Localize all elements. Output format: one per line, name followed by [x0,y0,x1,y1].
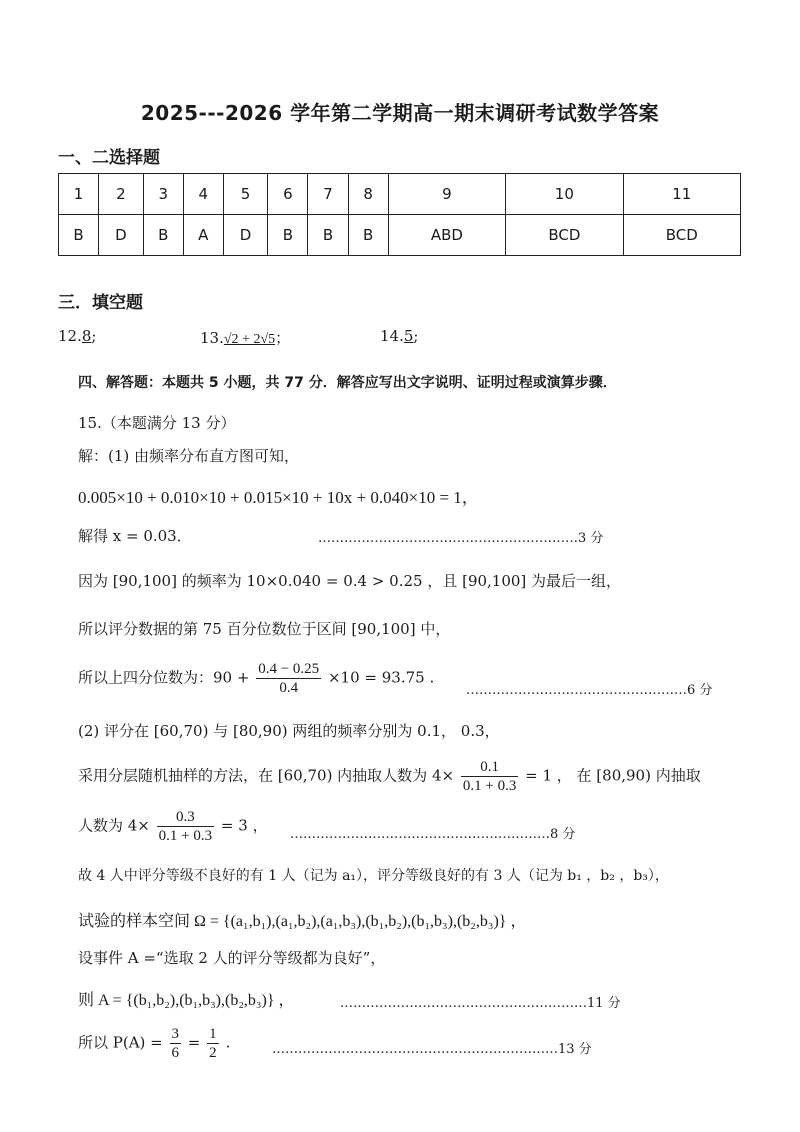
equals-sign: = [187,1033,201,1052]
table-cell-question-number: 1 [59,174,99,215]
q15-line-8 [78,758,701,795]
table-cell-question-number: 4 [183,174,223,215]
table-cell-question-number: 10 [506,174,623,215]
fraction-quartile [256,660,321,697]
q15-line-10: 故 4 人中评分等级不良好的有 1 人（记为 a₁），评分等级良好的有 3 人（记为 b₁ ，b₂ ，b₃）， [78,868,669,884]
q15-line-9-pre: 人数为 4× [78,816,150,835]
q15-equation-1: 0.005×10 + 0.010×10 + 0.015×10 + 10x + 0.040×10 = 1， [78,488,479,507]
table-cell-question-number: 9 [388,174,506,215]
q15-line-14-pre: 所以 P(A) = [78,1033,163,1052]
fraction-one-half [207,1025,219,1062]
table-header-row [59,174,741,215]
fill-answer-12 [58,327,96,345]
score-mark-11: …………………………………………………11 分 [340,996,621,1011]
table-cell-answer: BCD [623,215,740,256]
q15-line-8-post: = 1 ， 在 [80,90) 内抽取 [525,766,701,785]
score-mark-8: ……………………………………………………8 分 [290,827,576,842]
q15-line-14 [78,1025,230,1062]
fraction-denominator: 0.4 [279,680,299,696]
table-cell-question-number: 5 [223,174,268,215]
fraction-numerator: 0.4 − 0.25 [258,661,320,677]
q15-event-a: 则 A = {(b₁,b₂),(b₁,b₃),(b₂,b₃)} ， [78,992,295,1009]
fraction-numerator: 1 [209,1026,217,1042]
fraction-sample-1 [461,758,518,795]
q15-line-6-post: ×10 = 93.75 . [327,668,435,687]
q12-number: 12. [58,327,82,345]
table-cell-answer: D [99,215,144,256]
table-cell-answer: B [59,215,99,256]
fraction-denominator: 2 [209,1045,217,1061]
fill-answer-13 [200,327,290,348]
q15-line-3: 解得 x = 0.03． [78,527,192,545]
answer-table [58,173,741,256]
q14-number: 14. [380,327,404,345]
page-title: 2025---2026 学年第二学期高一期末调研考试数学答案 [140,101,660,125]
q15-line-7: (2) 评分在 [60,70) 与 [80,90) 两组的频率分别为 0.1， 0.3， [78,722,500,740]
fill-answer-14 [380,327,418,345]
table-answer-row [59,215,741,256]
fraction-numerator: 0.3 [157,808,214,827]
q14-answer: 5 [403,327,414,345]
fraction-sample-2 [157,808,214,845]
section-heading-choice: 一、二选择题 [58,148,160,168]
section-heading-fill: 三．填空题 [58,293,143,313]
q15-line-4: 因为 [90,100] 的频率为 10×0.040 = 0.4 > 0.25 ，且 [90,100] 为最后一组， [78,572,622,590]
q15-line-8-pre: 采用分层随机抽样的方法，在 [60,70) 内抽取人数为 4× [78,766,455,785]
table-cell-answer: D [223,215,268,256]
table-cell-question-number: 7 [308,174,348,215]
fraction-denominator: 6 [171,1045,180,1061]
q15-line-12: 设事件 A =“选取 2 人的评分等级都为良好”， [78,949,386,967]
fraction-denominator: 0.1 + 0.3 [462,778,517,794]
q15-line-9-post: = 3 ， [220,816,268,835]
fraction-numerator: 0.1 [461,758,518,777]
fraction-numerator: 3 [171,1026,180,1042]
table-cell-answer: B [308,215,348,256]
table-cell-answer: ABD [388,215,506,256]
score-mark-13: …………………………………………………………13 分 [272,1042,592,1057]
q15-line-5: 所以评分数据的第 75 百分位数位于区间 [90,100] 中， [78,620,451,638]
table-cell-question-number: 2 [99,174,144,215]
fraction-denominator: 0.1 + 0.3 [158,828,213,844]
q15-line-1: 解：(1) 由频率分布直方图可知， [78,447,300,465]
q12-answer: 8 [81,327,92,345]
q15-line-6 [78,660,434,697]
score-mark-3: ……………………………………………………3 分 [318,531,604,546]
q15-line-9 [78,808,268,845]
q14-end: ; [413,327,419,345]
q13-answer: √2 + 2√5 [223,332,276,347]
q12-end: ; [91,327,97,345]
table-cell-answer: BCD [506,215,623,256]
table-cell-question-number: 8 [348,174,388,215]
q15-heading: 15.（本题满分 13 分） [78,414,236,432]
q15-sample-space: 试验的样本空间 Ω = {(a₁,b₁),(a₁,b₂),(a₁,b₃),(b₁,b₂),(b₁,b₃),(b₂,b₃)} ， [78,913,527,930]
table-cell-answer: A [183,215,223,256]
q13-number: 13. [200,329,224,347]
q15-line-6-pre: 所以上四分位数为：90 + [78,668,250,687]
fraction-three-sixths [170,1025,182,1062]
table-cell-question-number: 6 [268,174,308,215]
section-heading-solution: 四、解答题：本题共 5 小题，共 77 分．解答应写出文字说明、证明过程或演算步骤． [78,375,617,391]
q15-line-14-post: . [225,1033,231,1052]
table-cell-answer: B [143,215,183,256]
table-cell-answer: B [268,215,308,256]
table-cell-question-number: 11 [623,174,740,215]
table-cell-answer: B [348,215,388,256]
score-mark-6: ……………………………………………6 分 [466,683,713,698]
q13-end: ； [275,329,291,347]
table-cell-question-number: 3 [143,174,183,215]
